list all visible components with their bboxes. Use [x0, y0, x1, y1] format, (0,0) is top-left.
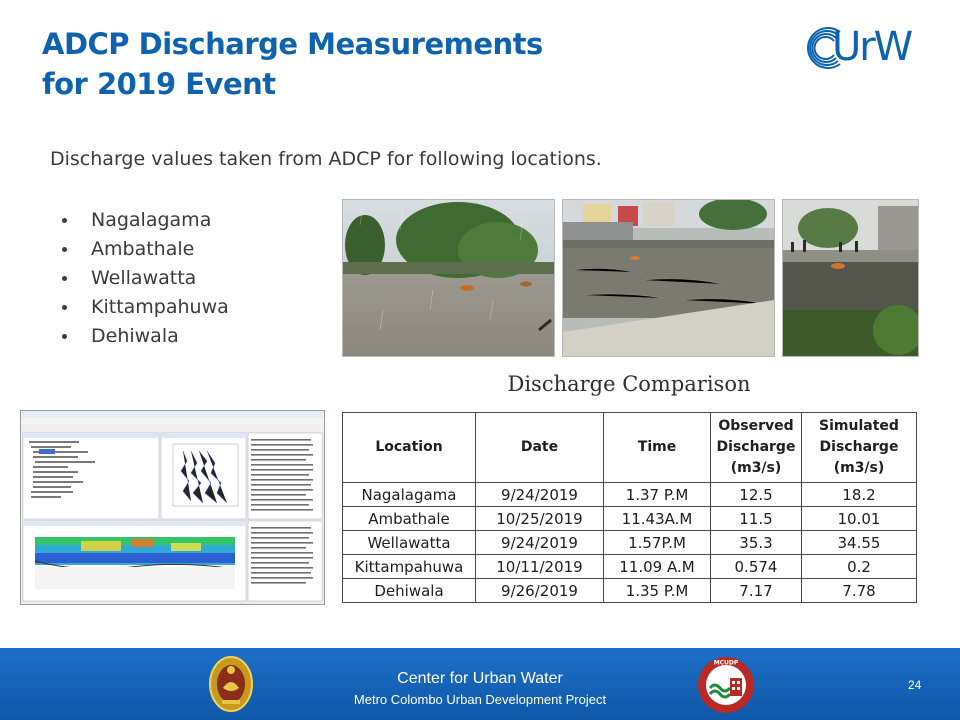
- cell-observed: 7.17: [711, 579, 802, 603]
- table-row: [343, 555, 917, 579]
- location-label: Ambathale: [91, 238, 195, 260]
- location-label: Dehiwala: [91, 325, 179, 347]
- cell-time: 1.35 P.M: [604, 579, 711, 603]
- slide-title: [42, 24, 543, 104]
- cell-date: 9/24/2019: [476, 483, 604, 507]
- river-canal-image: [563, 200, 774, 356]
- cell-time: 1.37 P.M: [604, 483, 711, 507]
- bullet-icon: [62, 305, 67, 310]
- column-header-location: Location: [343, 413, 476, 483]
- cell-location: Nagalagama: [343, 483, 476, 507]
- column-header-observed: Observed Discharge (m3/s): [711, 413, 802, 483]
- cell-time: 11.43A.M: [604, 507, 711, 531]
- footer-project: Metro Colombo Urban Development Project: [353, 692, 607, 707]
- subtitle: Discharge values taken from ADCP for following locations.: [50, 148, 602, 170]
- column-header-simulated: Simulated Discharge (m3/s): [802, 413, 917, 483]
- cell-simulated: 18.2: [802, 483, 917, 507]
- cell-observed: 35.3: [711, 531, 802, 555]
- location-label: Nagalagama: [91, 209, 212, 231]
- table-row: [343, 483, 917, 507]
- canal-bridge-image: [783, 200, 918, 356]
- footer-bar: [0, 648, 960, 720]
- table-row: [343, 507, 917, 531]
- list-item: [62, 264, 229, 293]
- cell-observed: 11.5: [711, 507, 802, 531]
- comparison-title: Discharge Comparison: [507, 372, 751, 396]
- cell-date: 10/11/2019: [476, 555, 604, 579]
- bullet-icon: [62, 276, 67, 281]
- column-header-date: Date: [476, 413, 604, 483]
- cell-date: 9/24/2019: [476, 531, 604, 555]
- mcudp-logo-text: MCUDP: [713, 659, 739, 667]
- footer-organization: Center for Urban Water: [397, 670, 563, 687]
- bullet-icon: [62, 218, 67, 223]
- title-line-1: ADCP Discharge Measurements: [42, 27, 543, 61]
- title-line-2: for 2019 Event: [42, 67, 276, 101]
- list-item: [62, 322, 229, 351]
- discharge-comparison-table: [342, 412, 917, 603]
- list-item: [62, 206, 229, 235]
- adcp-software-image: [21, 411, 324, 604]
- cell-observed: 12.5: [711, 483, 802, 507]
- cell-simulated: 7.78: [802, 579, 917, 603]
- adcp-software-screenshot: [20, 410, 325, 605]
- mcudp-logo-icon: [697, 656, 755, 714]
- logo-text: [806, 22, 911, 72]
- cell-time: 1.57P.M: [604, 531, 711, 555]
- curw-logo: [800, 22, 942, 74]
- location-label: Wellawatta: [91, 267, 197, 289]
- flooded-river-image: [343, 200, 554, 356]
- cell-location: Wellawatta: [343, 531, 476, 555]
- list-item: [62, 293, 229, 322]
- bullet-icon: [62, 334, 67, 339]
- logo-text-rest: UrW: [831, 24, 912, 70]
- flooded-river-photo: [342, 199, 555, 357]
- cell-date: 9/26/2019: [476, 579, 604, 603]
- location-label: Kittampahuwa: [91, 296, 229, 318]
- location-list: [62, 206, 229, 351]
- page-number: 24: [908, 678, 922, 692]
- cell-time: 11.09 A.M: [604, 555, 711, 579]
- bullet-icon: [62, 247, 67, 252]
- list-item: [62, 235, 229, 264]
- cell-location: Dehiwala: [343, 579, 476, 603]
- cell-date: 10/25/2019: [476, 507, 604, 531]
- column-header-time: Time: [604, 413, 711, 483]
- cell-location: Kittampahuwa: [343, 555, 476, 579]
- cell-simulated: 10.01: [802, 507, 917, 531]
- cell-location: Ambathale: [343, 507, 476, 531]
- cell-simulated: 0.2: [802, 555, 917, 579]
- table-header-row: [343, 413, 917, 483]
- river-canal-photo: [562, 199, 775, 357]
- table-row: [343, 531, 917, 555]
- cell-simulated: 34.55: [802, 531, 917, 555]
- canal-bridge-photo: [782, 199, 919, 357]
- cell-observed: 0.574: [711, 555, 802, 579]
- table-row: [343, 579, 917, 603]
